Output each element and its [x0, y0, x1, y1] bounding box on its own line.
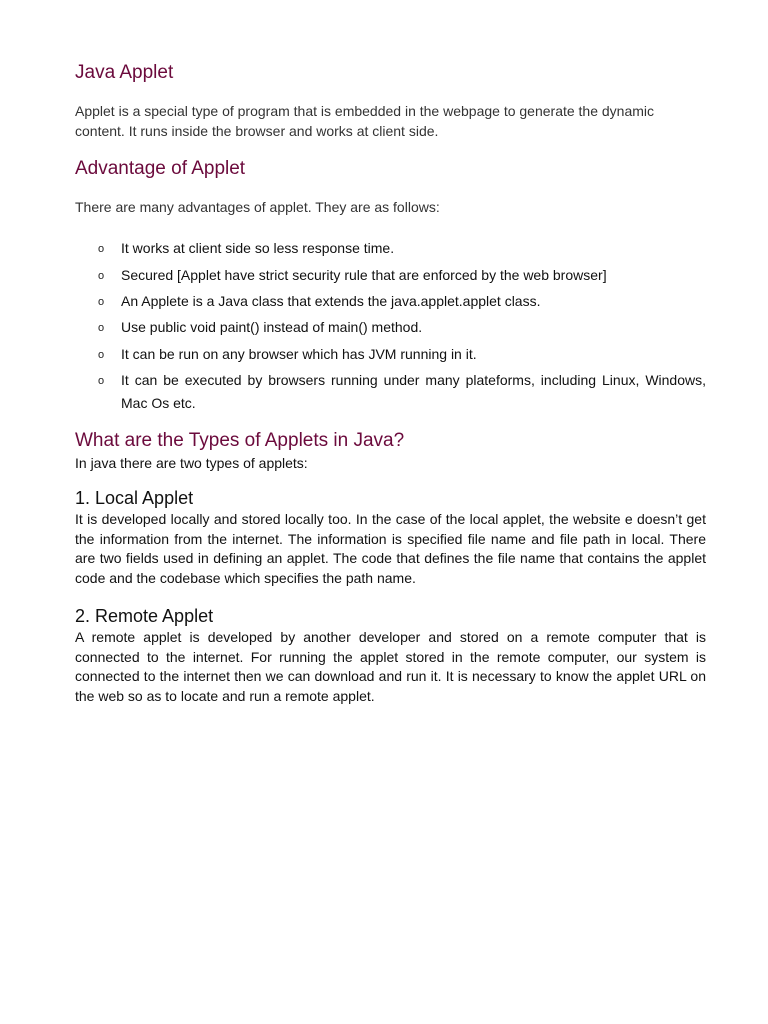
heading-advantage-of-applet: Advantage of Applet: [75, 158, 246, 179]
list-item-text: An Applete is a Java class that extends the java.applet.applet class.: [121, 293, 541, 309]
list-item-text: Use public void paint() instead of main() method.: [121, 319, 423, 335]
circle-bullet-icon: o: [98, 270, 105, 282]
circle-bullet-icon: o: [98, 375, 105, 387]
circle-bullet-icon: o: [98, 296, 105, 308]
list-item: [98, 290, 706, 313]
circle-bullet-icon: o: [98, 349, 105, 361]
list-item-text: Secured [Applet have strict security rule that are enforced by the web browser]: [121, 267, 607, 283]
paragraph-java-applet: Applet is a special type of program that is embedded in the webpage to generate the dynamic content. It runs inside the browser and works at client side.: [75, 103, 655, 139]
heading-java-applet: Java Applet: [75, 62, 174, 83]
heading-remote-applet: 2. Remote Applet: [75, 606, 214, 626]
advantages-intro: There are many advantages of applet. They are as follows:: [75, 199, 440, 215]
list-item-text: It works at client side so less response time.: [121, 240, 395, 256]
list-item: [98, 343, 706, 366]
list-item: [98, 316, 706, 339]
types-intro: In java there are two types of applets:: [75, 455, 308, 471]
list-item-text: It can be executed by browsers running under many plateforms, including Linux, Windows, Mac Os etc.: [121, 372, 706, 411]
paragraph-remote-applet: A remote applet is developed by another developer and stored on a remote computer that is connected to the internet. For running the applet stored in the remote computer, our system is connected to the internet then we can download and run it. It is necessary to know the applet URL on the web so as to locate and run a remote applet.: [75, 629, 706, 704]
list-item: [98, 264, 706, 287]
list-item-text: It can be run on any browser which has JVM running in it.: [121, 346, 477, 362]
circle-bullet-icon: o: [98, 322, 105, 334]
list-item: [98, 237, 706, 260]
heading-local-applet: 1. Local Applet: [75, 488, 194, 508]
circle-bullet-icon: o: [98, 243, 105, 255]
list-item: [98, 369, 706, 415]
heading-types-of-applets: What are the Types of Applets in Java?: [75, 430, 405, 451]
paragraph-local-applet: It is developed locally and stored locally too. In the case of the local applet, the website e doesn’t get the information from the internet. The information is specified file name and file path in local. There are two fields used in defining an applet. The code that defines the file name that contains the applet code and the codebase which specifies the path name.: [75, 511, 706, 586]
